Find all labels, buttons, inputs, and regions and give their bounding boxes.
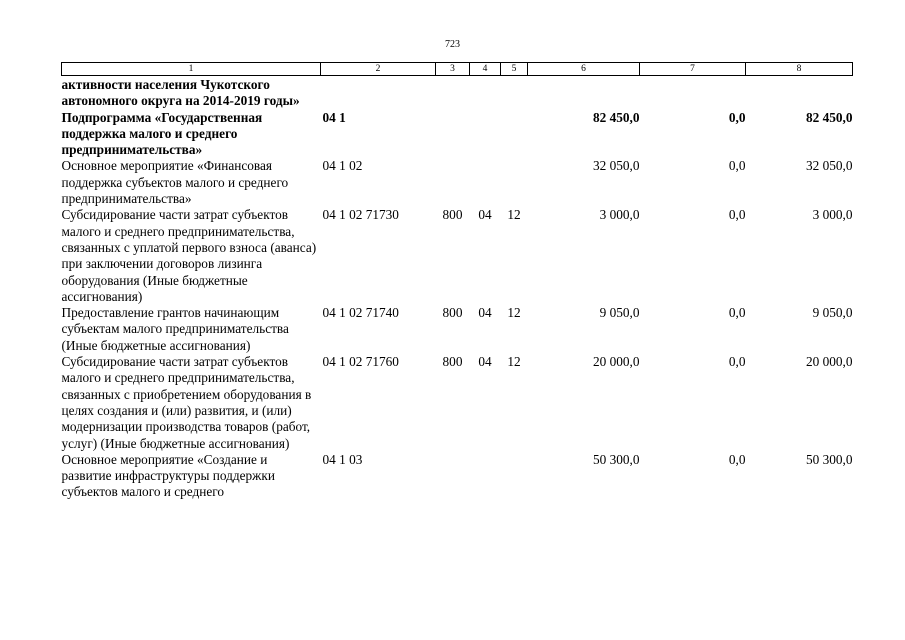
row-amount-col6: [528, 76, 640, 110]
row-expense-type: [436, 76, 470, 110]
row-expense-type: [436, 452, 470, 501]
row-code: 04 1 02: [322, 158, 363, 174]
row-name: Субсидирование части затрат субъектов малого и среднего предпринимательства, связанных с уплатой первого взноса (аванса) при заключении договоров лизинга оборудования (Иные бюджетные ассигнования): [61, 207, 317, 304]
column-header-3: 3: [436, 63, 470, 76]
column-header-5: 5: [501, 63, 528, 76]
row-amount-col6: 50 300,0: [592, 451, 640, 467]
row-name: Подпрограмма «Государственная поддержка малого и среднего предпринимательства»: [61, 109, 263, 158]
column-header-1: 1: [62, 63, 321, 76]
row-code: 04 1 02 71760: [322, 354, 399, 370]
row-name: Основное мероприятие «Финансовая поддержка субъектов малого и среднего предпринимательства»: [61, 158, 289, 207]
table-row: [62, 354, 853, 452]
row-amount-col7: [640, 76, 746, 110]
table-body: [62, 76, 853, 501]
row-amount-col7: 0,0: [728, 305, 746, 321]
table-row: [62, 305, 853, 354]
row-subsection: 12: [507, 354, 521, 370]
row-amount-col7: 0,0: [728, 207, 746, 223]
row-code: 04 1 02 71730: [322, 207, 399, 223]
row-expense-type: [436, 158, 470, 207]
row-name: Предоставление грантов начинающим субъектам малого предпринимательства (Иные бюджетные ассигнования): [61, 305, 289, 353]
row-subsection: 12: [507, 207, 521, 223]
table-row: [62, 207, 853, 305]
column-number-header: [62, 63, 853, 76]
row-name: Субсидирование части затрат субъектов малого и среднего предпринимательства, связанных с приобретением оборудования в целях создания и (или) развития, и (или) модернизации производства товаров (работ, услуг) (Иные бюджетные ассигнования): [61, 354, 312, 451]
row-expense-type: [436, 110, 470, 159]
row-section: 04: [478, 305, 492, 321]
table-row: [62, 158, 853, 207]
row-amount-col8: 20 000,0: [805, 354, 853, 370]
row-section: 04: [478, 207, 492, 223]
row-amount-col6: 20 000,0: [592, 354, 640, 370]
row-amount-col7: 0,0: [728, 109, 746, 125]
column-header-2: 2: [321, 63, 436, 76]
row-amount-col8: 9 050,0: [812, 305, 853, 321]
row-expense-type: 800: [442, 305, 463, 321]
row-subsection: [501, 452, 528, 501]
row-section: [470, 76, 501, 110]
row-amount-col6: 32 050,0: [592, 158, 640, 174]
row-amount-col7: 0,0: [728, 451, 746, 467]
row-code: 04 1 03: [322, 451, 363, 467]
row-expense-type: 800: [442, 354, 463, 370]
row-amount-col7: 0,0: [728, 354, 746, 370]
row-code: [321, 76, 436, 110]
column-header-6: 6: [528, 63, 640, 76]
row-code: 04 1: [322, 109, 346, 125]
row-section: [470, 158, 501, 207]
row-subsection: [501, 76, 528, 110]
row-amount-col6: 82 450,0: [592, 109, 640, 125]
row-subsection: 12: [507, 305, 521, 321]
budget-table: [61, 62, 853, 501]
row-amount-col6: 3 000,0: [599, 207, 640, 223]
row-expense-type: 800: [442, 207, 463, 223]
column-header-7: 7: [640, 63, 746, 76]
row-section: [470, 452, 501, 501]
page-number: 723: [445, 39, 460, 50]
row-amount-col8: 50 300,0: [805, 451, 853, 467]
row-subsection: [501, 158, 528, 207]
column-header-8: 8: [746, 63, 853, 76]
table-row: [62, 76, 853, 110]
row-section: [470, 110, 501, 159]
row-name: активности населения Чукотского автономного округа на 2014-2019 годы»: [61, 77, 300, 109]
row-amount-col8: [746, 76, 853, 110]
row-subsection: [501, 110, 528, 159]
row-amount-col8: 82 450,0: [805, 109, 853, 125]
row-amount-col6: 9 050,0: [599, 305, 640, 321]
row-section: 04: [478, 354, 492, 370]
table-row: [62, 110, 853, 159]
table-row: [62, 452, 853, 501]
row-amount-col8: 32 050,0: [805, 158, 853, 174]
row-amount-col7: 0,0: [728, 158, 746, 174]
row-amount-col8: 3 000,0: [812, 207, 853, 223]
column-header-4: 4: [470, 63, 501, 76]
row-name: Основное мероприятие «Создание и развитие инфраструктуры поддержки субъектов малого и среднего: [61, 451, 275, 500]
row-code: 04 1 02 71740: [322, 305, 399, 321]
